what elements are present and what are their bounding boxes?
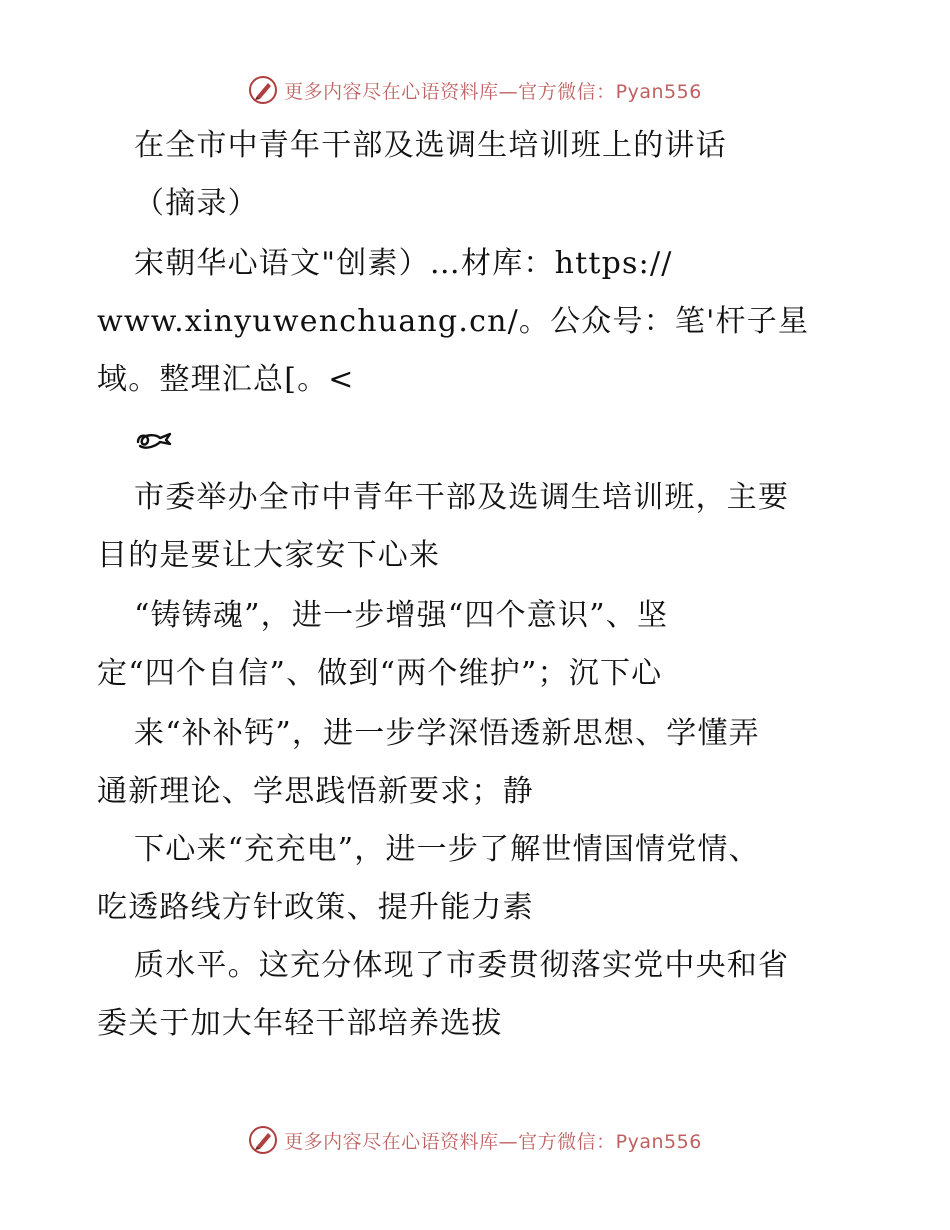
footer-banner xyxy=(0,1120,950,1160)
paragraph-line: 通新理论、学思践悟新要求；静 xyxy=(97,774,534,809)
paragraph-line: 吃透路线方针政策、提升能力素 xyxy=(97,890,534,925)
paragraph-line: 市委举办全市中青年干部及选调生培训班，主要 xyxy=(134,480,790,515)
paragraph-line: 下心来“充充电”，进一步了解世情国情党情、 xyxy=(134,832,760,867)
paragraph-line: 来“补补钙”，进一步学深悟透新思想、学懂弄 xyxy=(134,716,760,751)
source-line-3: 域。整理汇总[。< xyxy=(97,362,355,397)
scroll-ornament-icon xyxy=(134,428,174,452)
paragraph-line: 质水平。这充分体现了市委贯彻落实党中央和省 xyxy=(134,948,790,983)
paragraph-line: 定“四个自信”、做到“两个维护”；沉下心 xyxy=(97,656,663,691)
paragraph-line: “铸铸魂”，进一步增强“四个意识”、坚 xyxy=(134,598,669,633)
header-banner-text: 更多内容尽在心语资料库—官方微信：Pyan556 xyxy=(284,80,702,103)
pen-logo-icon xyxy=(248,1125,278,1155)
document-subtitle: （摘录） xyxy=(134,186,259,221)
header-banner xyxy=(0,70,950,110)
source-line-2: www.xinyuwenchuang.cn/。公众号：笔'杆子星 xyxy=(97,304,810,339)
source-line-1: 宋朝华心语文"创素）…材库：https:// xyxy=(134,246,673,281)
footer-banner-text: 更多内容尽在心语资料库—官方微信：Pyan556 xyxy=(284,1130,702,1153)
pen-logo-icon xyxy=(248,75,278,105)
paragraph-line: 委关于加大年轻干部培养选拔 xyxy=(97,1006,503,1041)
document-title: 在全市中青年干部及选调生培训班上的讲话 xyxy=(134,128,727,163)
paragraph-line: 目的是要让大家安下心来 xyxy=(97,538,441,573)
